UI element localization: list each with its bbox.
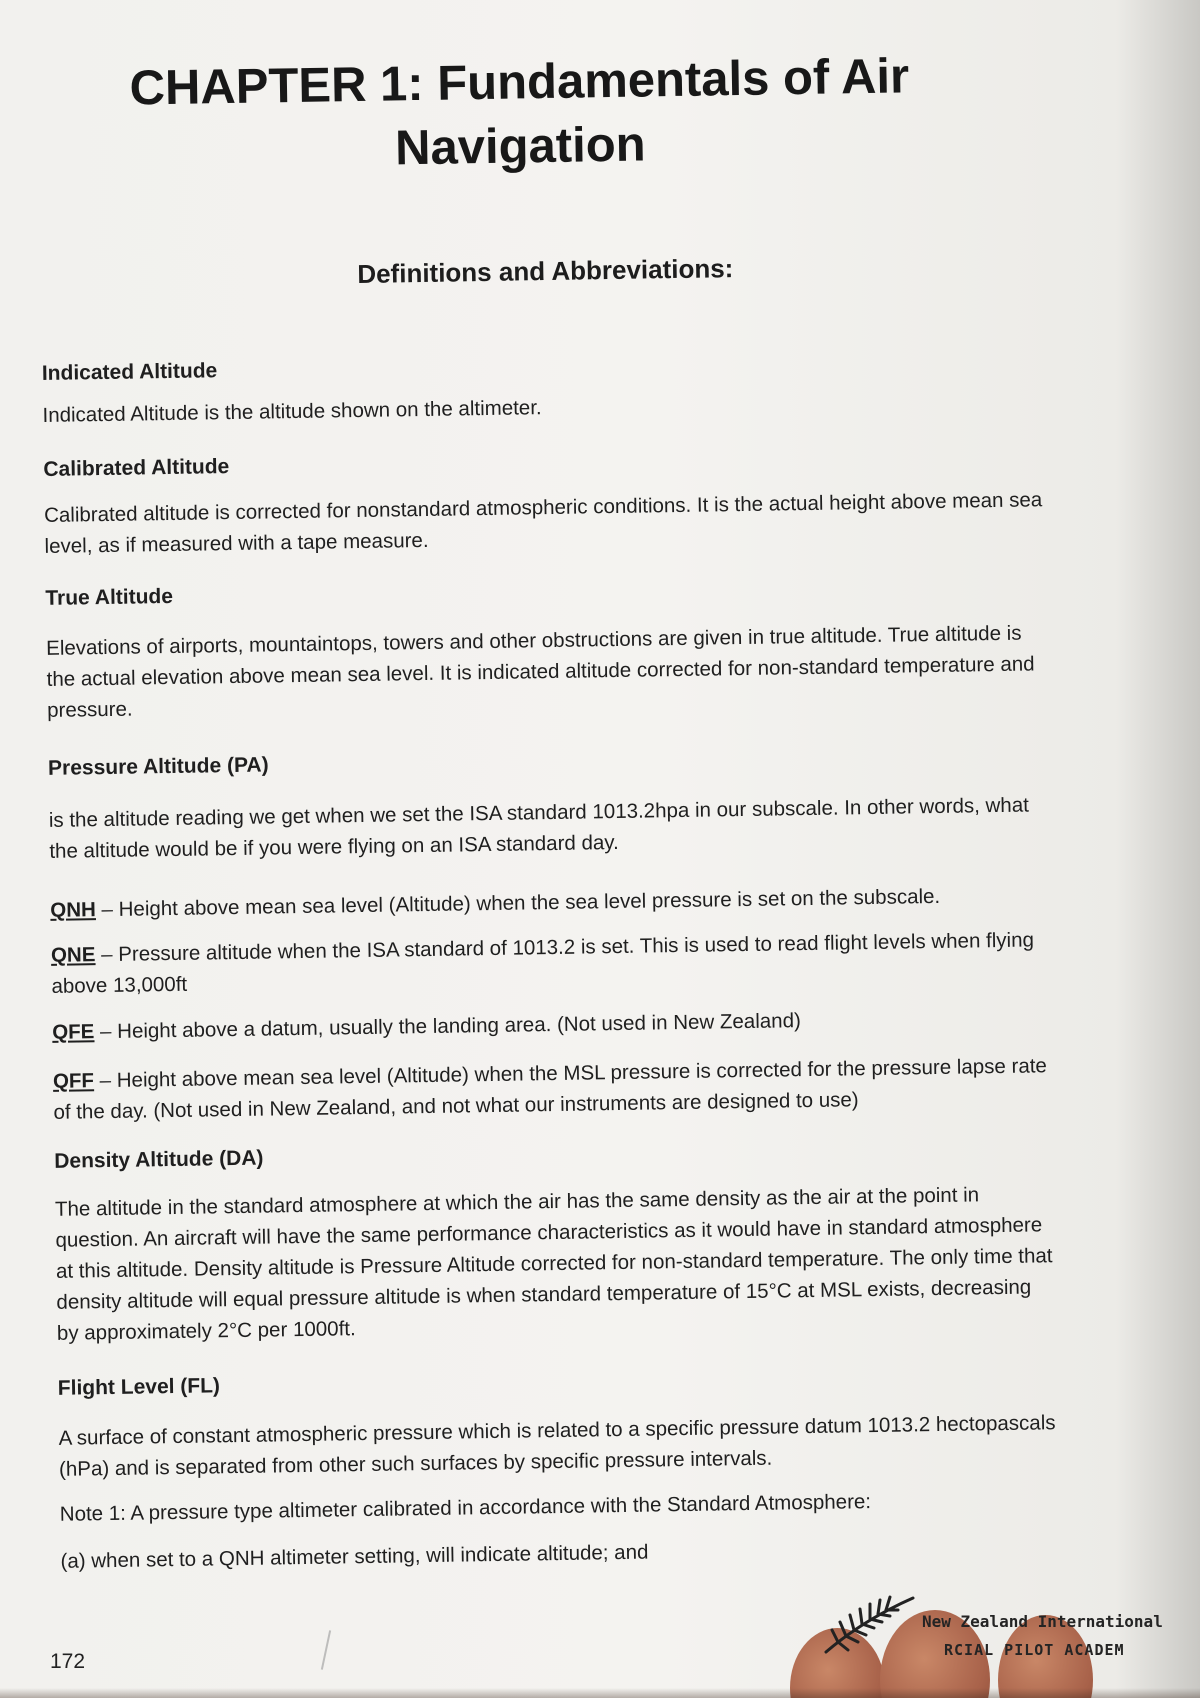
list-item-a: (a) when set to a QNH altimeter setting, will indicate altitude; and bbox=[60, 1540, 649, 1573]
page-number: 172 bbox=[50, 1650, 86, 1673]
abbr-qff bbox=[53, 1050, 1054, 1128]
abbr-term: QNH bbox=[50, 898, 97, 922]
abbr-qne bbox=[51, 924, 1052, 1002]
abbr-term: QNE bbox=[50, 943, 96, 967]
abbr-term: QFF bbox=[52, 1069, 95, 1093]
abbr-entry bbox=[50, 879, 1050, 926]
entry-body: Calibrated altitude is corrected for nonstandard atmospheric conditions. It is the actual height above mean sea level, as if measured with a tape measure. bbox=[43, 488, 1043, 558]
fern-logo-icon bbox=[818, 1590, 918, 1660]
abbr-definition: – Height above a datum, usually the landing area. (Not used in New Zealand) bbox=[94, 1009, 801, 1044]
entry-density-altitude bbox=[54, 1134, 1057, 1349]
entry-true-altitude bbox=[45, 571, 1047, 726]
entry-heading: Pressure Altitude (PA) bbox=[47, 753, 269, 780]
abbr-definition: – Pressure altitude when the ISA standard of 1013.2 is set. This is used to read flight levels when flying above 13,000ft bbox=[51, 928, 1035, 998]
entry-heading: Density Altitude (DA) bbox=[54, 1146, 264, 1173]
entry-heading: Flight Level (FL) bbox=[57, 1374, 221, 1400]
abbr-definition: – Height above mean sea level (Altitude) when the MSL pressure is corrected for the pressure lapse rate of the day. (Not used in New Zealand, and not what our instruments are designed to use) bbox=[53, 1054, 1048, 1124]
entry-body: Indicated Altitude is the altitude shown on the altimeter. bbox=[42, 396, 542, 427]
pen-mark bbox=[321, 1630, 331, 1670]
note-text: Note 1: A pressure type altimeter calibrated in accordance with the Standard Atmosphere: bbox=[59, 1490, 872, 1526]
abbr-qfe bbox=[52, 1001, 1052, 1048]
chapter-title: CHAPTER 1: Fundamentals of Air Navigation bbox=[129, 49, 910, 176]
abbr-entry bbox=[51, 924, 1052, 1002]
entry-heading: Indicated Altitude bbox=[41, 359, 218, 385]
entry-indicated-altitude bbox=[42, 346, 1043, 431]
entry-calibrated-altitude bbox=[43, 442, 1045, 562]
entry-heading: True Altitude bbox=[45, 584, 174, 610]
brand-line-1: New Zealand International bbox=[922, 1612, 1163, 1631]
section-title: Definitions and Abbreviations: bbox=[357, 253, 734, 289]
academy-brand bbox=[922, 1612, 1200, 1659]
entry-body: A surface of constant atmospheric pressure which is related to a specific pressure datum 1013.2 hectopascals (hPa) and is separated from other such surfaces by specific pressure intervals. bbox=[58, 1411, 1056, 1481]
brand-line-2: RCIAL PILOT ACADEM bbox=[944, 1641, 1125, 1659]
abbr-entry bbox=[52, 1001, 1052, 1048]
entry-body: The altitude in the standard atmosphere at which the air has the same density as the air at the point in question. An aircraft will have the same performance characteristics as it would have in standard atmosphere at this altitude. Density altitude is Pressure Altitude corrected for non-standard temperature. The only time that density altitude will equal pressure altitude is when standard temperature of 15°C at MSL exists, decreasing by approximately 2°C per 1000ft. bbox=[54, 1183, 1053, 1345]
abbr-entry bbox=[53, 1050, 1054, 1128]
abbr-term: QFE bbox=[52, 1020, 95, 1044]
entry-body: Elevations of airports, mountaintops, towers and other obstructions are given in true altitude. True altitude is the actual elevation above mean sea level. It is indicated altitude corrected for non-standard temperature and pressure. bbox=[46, 621, 1035, 722]
abbr-qnh bbox=[50, 879, 1050, 926]
abbr-definition: – Height above mean sea level (Altitude) when the sea level pressure is set on the subscale. bbox=[95, 884, 941, 922]
bottom-shadow bbox=[0, 1688, 1200, 1698]
entry-body: is the altitude reading we get when we set the ISA standard 1013.2hpa in our subscale. In other words, what the altitude would be if you were flying on an ISA standard day. bbox=[48, 793, 1030, 863]
entry-pressure-altitude bbox=[48, 741, 1050, 867]
entry-flight-level bbox=[58, 1361, 1061, 1577]
entry-heading: Calibrated Altitude bbox=[43, 455, 230, 481]
